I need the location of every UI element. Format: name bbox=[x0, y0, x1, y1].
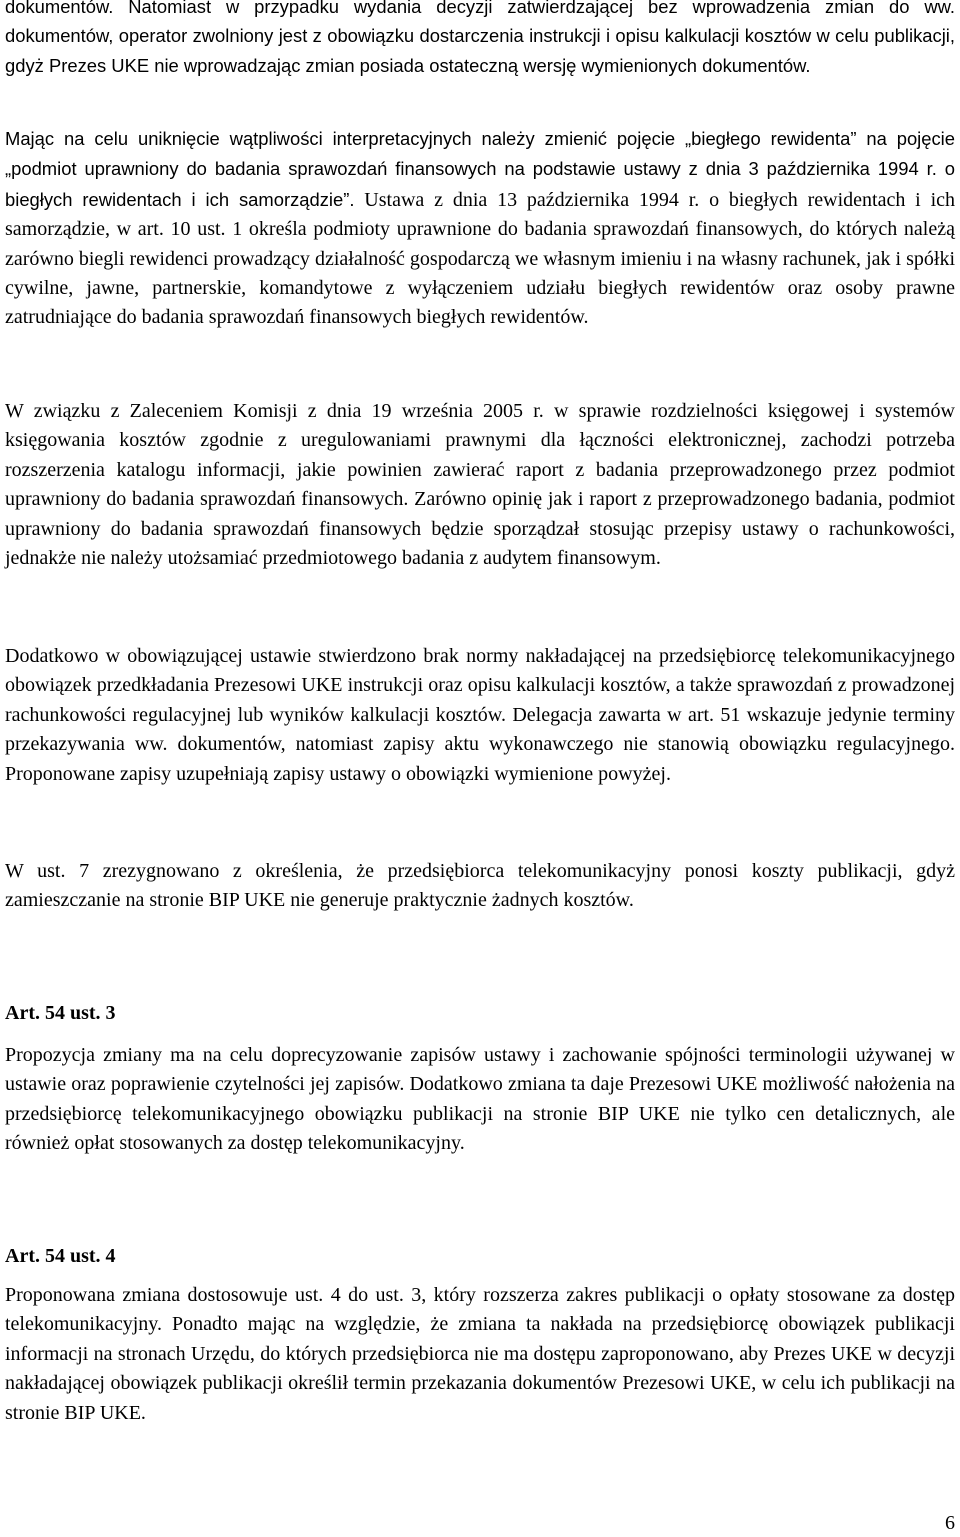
paragraph-2-sans-text: Mając na celu uniknięcie wątpliwości interpretacyjnych należy zmienić pojęcie „biegłego rewidenta” na pojęcie „podmiot uprawniony do badania sprawozdań finansowych na podstawie ustawy z dnia 3 października 1994 r. o biegłych rewidentach i ich samorządzie”. bbox=[5, 128, 955, 210]
section-text-art54-ust3-content: Propozycja zmiany ma na celu doprecyzowanie zapisów ustawy i zachowanie spójności terminologii używanej w ustawie oraz poprawienie czytelności jej zapisów. Dodatkowo zmiana ta daje Prezesowi UKE możliwość nałożenia na przedsiębiorcę telekomunikacyjnego obowiązku publikacji na stronie BIP UKE nie tylko cen detalicznych, ale również opłat stosowanych za dostęp telekomunikacyjny. bbox=[5, 1044, 955, 1155]
page-number: 6 bbox=[945, 1512, 955, 1534]
paragraph-3-text: W związku z Zaleceniem Komisji z dnia 19 września 2005 r. w sprawie rozdzielności księgowej i systemów księgowania kosztów zgodnie z uregulowaniami prawnymi dla łączności elektronicznej, zachodzi potrzeba rozszerzenia katalogu informacji, jakie powinien zawierać raport z badania przeprowadzonego przez podmiot uprawniony do badania sprawozdań finansowych. Zarówno opinię jak i raport z przeprowadzonego badania, podmiot uprawniony do badania sprawozdań finansowych będzie sporządzał stosując przepisy ustawy o rachunkowości, jednakże nie należy utożsamiać przedmiotowego badania z audytem finansowym. bbox=[5, 400, 955, 570]
paragraph-2 bbox=[5, 124, 955, 333]
paragraph-2-serif-text: Ustawa z dnia 13 października 1994 r. o biegłych rewidentach i ich samorządzie, w art. 10 ust. 1 określa podmioty uprawnione do badania sprawozdań finansowych, do których należą zarówno biegli rewidenci prowadzący działalność gospodarczą we własnym imieniu i na własny rachunek, jak i spółki cywilne, jawne, partnerskie, komandytowe z wyłączeniem udziału biegłych rewidentów oraz osoby prawne zatrudniające do badania sprawozdań finansowych biegłych rewidentów. bbox=[5, 188, 955, 329]
paragraph-4 bbox=[5, 642, 955, 789]
paragraph-4-text: Dodatkowo w obowiązującej ustawie stwierdzono brak normy nakładającej na przedsiębiorcę telekomunikacyjnego obowiązek przedkładania Prezesowi UKE instrukcji oraz opisu kalkulacji kosztów, a także sprawozdań z prowadzonej rachunkowości regulacyjnej lub wyników kalkulacji kosztów. Delegacja zawarta w art. 51 wskazuje jedynie terminy przekazywania ww. dokumentów, natomiast zapisy aktu wykonawczego nie stanowią obowiązku regulacyjnego. Proponowane zapisy uzupełniają zapisy ustawy o obowiązki wymienione powyżej. bbox=[5, 645, 955, 785]
section-text-art54-ust4-content: Proponowana zmiana dostosowuje ust. 4 do ust. 3, który rozszerza zakres publikacji o opłaty stosowane za dostęp telekomunikacyjny. Ponadto mając na względzie, że zmiana ta nakłada na przedsiębiorcę obowiązek publikacji informacji na stronach Urzędu, do których przedsiębiorca nie ma dostępu zaproponowano, aby Prezes UKE w decyzji nakładającej obowiązek publikacji określił termin przekazania dokumentów Prezesowi UKE, w celu ich publikacji na stronie BIP UKE. bbox=[5, 1284, 955, 1424]
section-text-art54-ust4 bbox=[5, 1281, 955, 1428]
section-heading-art54-ust3: Art. 54 ust. 3 bbox=[5, 1002, 116, 1024]
paragraph-1 bbox=[5, 0, 955, 80]
section-heading-art54-ust4: Art. 54 ust. 4 bbox=[5, 1245, 116, 1267]
paragraph-5 bbox=[5, 857, 955, 916]
paragraph-5-text: W ust. 7 zrezygnowano z określenia, że przedsiębiorca telekomunikacyjny ponosi koszty publikacji, gdyż zamieszczanie na stronie BIP UKE nie generuje praktycznie żadnych kosztów. bbox=[5, 860, 955, 912]
paragraph-3 bbox=[5, 397, 955, 573]
section-text-art54-ust3 bbox=[5, 1041, 955, 1159]
paragraph-1-text: dokumentów. Natomiast w przypadku wydania decyzji zatwierdzającej bez wprowadzenia zmian do ww. dokumentów, operator zwolniony jest z obowiązku dostarczenia instrukcji i opisu kalkulacji kosztów w celu publikacji, gdyż Prezes UKE nie wprowadzając zmian posiada ostateczną wersję wymienionych dokumentów. bbox=[5, 0, 955, 76]
